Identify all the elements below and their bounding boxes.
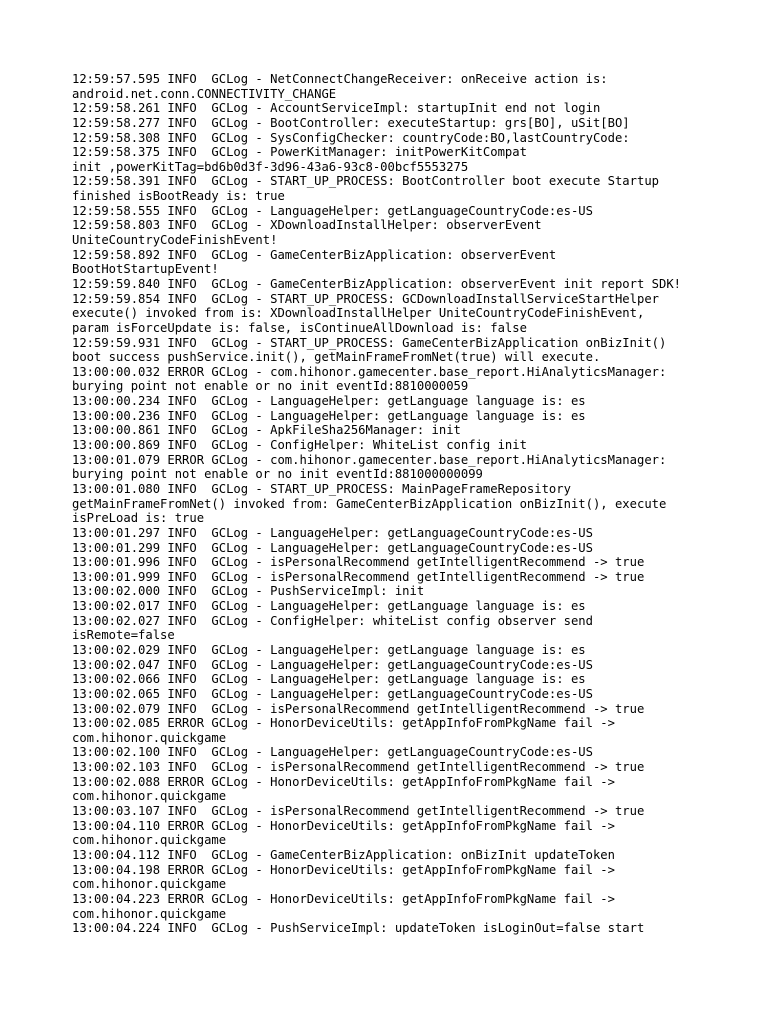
log-line: 13:00:02.100 INFO GCLog - LanguageHelper: getLanguageCountryCode:es-US <box>72 745 593 760</box>
log-line: BootHotStartupEvent! <box>72 262 219 277</box>
log-line: 12:59:58.375 INFO GCLog - PowerKitManager: initPowerKitCompat <box>72 145 527 160</box>
log-line: 12:59:58.261 INFO GCLog - AccountServiceImpl: startupInit end not login <box>72 101 601 116</box>
log-line: param isForceUpdate is: false, isContinueAllDownload is: false <box>72 320 527 335</box>
log-line: 12:59:58.391 INFO GCLog - START_UP_PROCESS: BootController boot execute Startup <box>72 174 659 189</box>
log-line: 13:00:00.234 INFO GCLog - LanguageHelper: getLanguage language is: es <box>72 394 586 409</box>
log-line: 13:00:00.861 INFO GCLog - ApkFileSha256Manager: init <box>72 423 461 438</box>
log-line: android.net.conn.CONNECTIVITY_CHANGE <box>72 86 337 101</box>
log-line: 13:00:01.999 INFO GCLog - isPersonalRecommend getIntelligentRecommend -> true <box>72 569 645 584</box>
log-line: 13:00:01.297 INFO GCLog - LanguageHelper: getLanguageCountryCode:es-US <box>72 525 593 540</box>
log-line: 12:59:58.892 INFO GCLog - GameCenterBizApplication: observerEvent <box>72 247 557 262</box>
log-line: 13:00:04.223 ERROR GCLog - HonorDeviceUtils: getAppInfoFromPkgName fail -> <box>72 891 615 906</box>
log-line: 13:00:04.224 INFO GCLog - PushServiceImpl: updateToken isLoginOut=false start <box>72 921 645 936</box>
log-line: 13:00:02.085 ERROR GCLog - HonorDeviceUtils: getAppInfoFromPkgName fail -> <box>72 716 615 731</box>
log-line: UniteCountryCodeFinishEvent! <box>72 233 278 248</box>
log-line: 12:59:58.308 INFO GCLog - SysConfigChecker: countryCode:BO,lastCountryCode: <box>72 130 630 145</box>
log-line: 13:00:01.996 INFO GCLog - isPersonalRecommend getIntelligentRecommend -> true <box>72 555 645 570</box>
log-line: 13:00:01.079 ERROR GCLog - com.hihonor.gamecenter.base_report.HiAnalyticsManager: <box>72 452 667 467</box>
log-line: 13:00:04.112 INFO GCLog - GameCenterBizApplication: onBizInit updateToken <box>72 847 615 862</box>
log-line: 13:00:02.000 INFO GCLog - PushServiceImpl: init <box>72 584 425 599</box>
log-line: 13:00:02.029 INFO GCLog - LanguageHelper: getLanguage language is: es <box>72 642 586 657</box>
log-line: 13:00:02.027 INFO GCLog - ConfigHelper: whiteList config observer send <box>72 613 593 628</box>
log-document <box>72 72 712 936</box>
log-line: init ,powerKitTag=bd6b0d3f-3d96-43a6-93c8-00bcf5553275 <box>72 159 469 174</box>
log-line: 13:00:01.299 INFO GCLog - LanguageHelper: getLanguageCountryCode:es-US <box>72 540 593 555</box>
log-line: getMainFrameFromNet() invoked from: GameCenterBizApplication onBizInit(), execute <box>72 496 667 511</box>
log-line: 13:00:02.047 INFO GCLog - LanguageHelper: getLanguageCountryCode:es-US <box>72 657 593 672</box>
log-line: 13:00:02.065 INFO GCLog - LanguageHelper: getLanguageCountryCode:es-US <box>72 686 593 701</box>
log-line: 13:00:02.017 INFO GCLog - LanguageHelper: getLanguage language is: es <box>72 599 586 614</box>
log-line: 13:00:03.107 INFO GCLog - isPersonalRecommend getIntelligentRecommend -> true <box>72 804 645 819</box>
log-line: 13:00:02.079 INFO GCLog - isPersonalRecommend getIntelligentRecommend -> true <box>72 701 645 716</box>
log-line: 12:59:57.595 INFO GCLog - NetConnectChangeReceiver: onReceive action is: <box>72 72 608 86</box>
log-line: burying point not enable or no init eventId:881000000099 <box>72 467 483 482</box>
log-line: 13:00:00.032 ERROR GCLog - com.hihonor.gamecenter.base_report.HiAnalyticsManager: <box>72 364 667 379</box>
log-line: 13:00:00.236 INFO GCLog - LanguageHelper: getLanguage language is: es <box>72 408 586 423</box>
log-line: 12:59:58.277 INFO GCLog - BootController: executeStartup: grs[BO], uSit[BO] <box>72 115 630 130</box>
log-line: 13:00:00.869 INFO GCLog - ConfigHelper: WhiteList config init <box>72 438 527 453</box>
log-line: isRemote=false <box>72 628 175 643</box>
log-line: 12:59:59.931 INFO GCLog - START_UP_PROCESS: GameCenterBizApplication onBizInit() <box>72 335 667 350</box>
log-line: com.hihonor.quickgame <box>72 730 227 745</box>
log-line: 12:59:59.840 INFO GCLog - GameCenterBizApplication: observerEvent init report SDK! <box>72 276 682 291</box>
log-line: finished isBootReady is: true <box>72 189 285 204</box>
log-line: boot success pushService.init(), getMainFrameFromNet(true) will execute. <box>72 350 601 365</box>
log-line: 13:00:02.088 ERROR GCLog - HonorDeviceUtils: getAppInfoFromPkgName fail -> <box>72 774 615 789</box>
log-line: 13:00:02.103 INFO GCLog - isPersonalRecommend getIntelligentRecommend -> true <box>72 760 645 775</box>
log-line: com.hihonor.quickgame <box>72 833 227 848</box>
log-line: 13:00:01.080 INFO GCLog - START_UP_PROCESS: MainPageFrameRepository <box>72 481 571 496</box>
log-line: execute() invoked from is: XDownloadInstallHelper UniteCountryCodeFinishEvent, <box>72 306 645 321</box>
log-line: 12:59:59.854 INFO GCLog - START_UP_PROCESS: GCDownloadInstallServiceStartHelper <box>72 291 659 306</box>
log-line: 13:00:02.066 INFO GCLog - LanguageHelper: getLanguage language is: es <box>72 672 586 687</box>
log-line: com.hihonor.quickgame <box>72 877 227 892</box>
log-line: com.hihonor.quickgame <box>72 789 227 804</box>
log-line: isPreLoad is: true <box>72 511 205 526</box>
log-line: 13:00:04.198 ERROR GCLog - HonorDeviceUtils: getAppInfoFromPkgName fail -> <box>72 862 615 877</box>
log-line: 13:00:04.110 ERROR GCLog - HonorDeviceUtils: getAppInfoFromPkgName fail -> <box>72 818 615 833</box>
log-line: com.hihonor.quickgame <box>72 906 227 921</box>
log-line: burying point not enable or no init eventId:8810000059 <box>72 379 469 394</box>
log-line: 12:59:58.803 INFO GCLog - XDownloadInstallHelper: observerEvent <box>72 218 542 233</box>
log-line: 12:59:58.555 INFO GCLog - LanguageHelper: getLanguageCountryCode:es-US <box>72 203 593 218</box>
